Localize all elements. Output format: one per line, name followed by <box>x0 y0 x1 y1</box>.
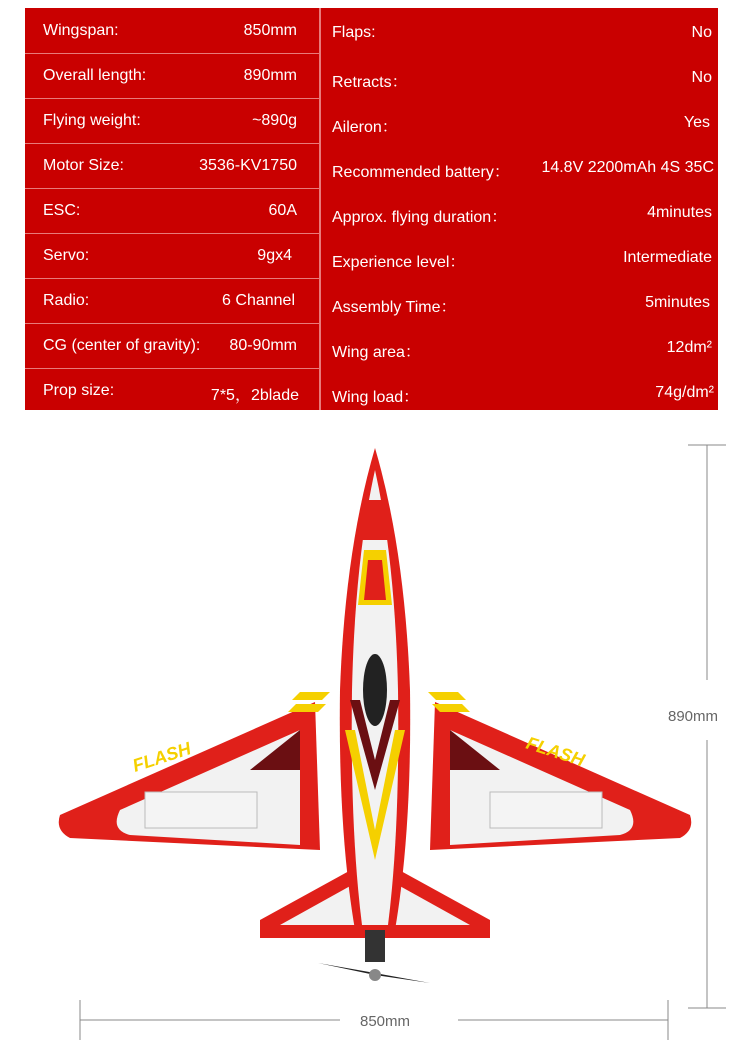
spec-row <box>321 10 718 54</box>
spec-label: Aileron： <box>332 119 398 136</box>
spec-row <box>321 145 718 189</box>
spec-row <box>321 280 718 324</box>
spec-label: Wingspan: <box>43 22 119 39</box>
spec-value: 14.8V 2200mAh 4S 35C <box>541 159 714 176</box>
spec-value: 5minutes <box>645 294 710 311</box>
spec-row <box>321 190 718 234</box>
spec-value: ~890g <box>252 112 297 129</box>
spec-table <box>25 8 718 410</box>
spec-row <box>25 368 320 412</box>
spec-label: Assembly Time： <box>332 299 457 316</box>
spec-value: 80-90mm <box>229 337 297 354</box>
spec-row <box>321 235 718 279</box>
spec-label: Experience level： <box>332 254 466 271</box>
spec-value: 74g/dm² <box>655 384 714 401</box>
spec-label: Servo: <box>43 247 90 264</box>
spec-label: Approx. flying duration： <box>332 209 508 226</box>
right-flap <box>490 792 602 828</box>
right-wing-text: FLASH <box>523 732 588 771</box>
spec-value: 60A <box>268 202 297 219</box>
spec-value: No <box>691 69 712 86</box>
spec-label: Radio: <box>43 292 90 309</box>
length-dimension-label: 890mm <box>668 708 719 725</box>
plane-illustration <box>0 430 750 1053</box>
spec-label: Overall length: <box>43 67 147 84</box>
cockpit-canopy <box>363 654 387 726</box>
spec-value: 6 Channel <box>222 292 295 309</box>
spec-row <box>321 325 718 369</box>
motor <box>365 930 385 962</box>
plane-diagram <box>0 430 750 1053</box>
spec-row <box>25 233 320 277</box>
spec-value: 3536-KV1750 <box>199 157 297 174</box>
spec-value: Yes <box>683 114 710 131</box>
spec-value: Intermediate <box>623 249 712 266</box>
spec-label: Recommended battery： <box>332 164 510 181</box>
spec-label: ESC: <box>43 202 81 219</box>
spec-row <box>25 143 320 187</box>
spec-row <box>321 55 718 99</box>
spec-value: 7*5，2blade <box>210 387 299 404</box>
spec-label: Prop size: <box>43 382 115 399</box>
spec-column-right <box>321 8 718 410</box>
spec-row <box>25 8 320 52</box>
spec-label: Wing area： <box>332 344 421 361</box>
left-flap <box>145 792 257 828</box>
wingspan-dimension-label: 850mm <box>360 1013 411 1030</box>
spec-label: Motor Size: <box>43 157 124 174</box>
spec-row <box>25 278 320 322</box>
spec-row <box>25 98 320 142</box>
spec-label: CG (center of gravity): <box>43 337 201 354</box>
spec-value: 12dm² <box>666 339 712 356</box>
spec-value: 9gx4 <box>257 247 292 264</box>
spec-row <box>25 188 320 232</box>
spec-row <box>25 53 320 97</box>
spec-value: 4minutes <box>647 204 712 221</box>
spec-value: No <box>691 24 712 41</box>
spec-label: Retracts： <box>332 74 408 91</box>
spec-value: 850mm <box>243 22 297 39</box>
spec-value: 890mm <box>243 67 297 84</box>
spec-label: Wing load： <box>332 389 420 406</box>
spec-label: Flying weight: <box>43 112 141 129</box>
spec-label: Flaps: <box>332 24 376 41</box>
spec-column-left <box>25 8 320 410</box>
spec-row <box>321 370 718 414</box>
spec-row <box>321 100 718 144</box>
spec-row <box>25 323 320 367</box>
left-wing-text: FLASH <box>130 738 194 776</box>
